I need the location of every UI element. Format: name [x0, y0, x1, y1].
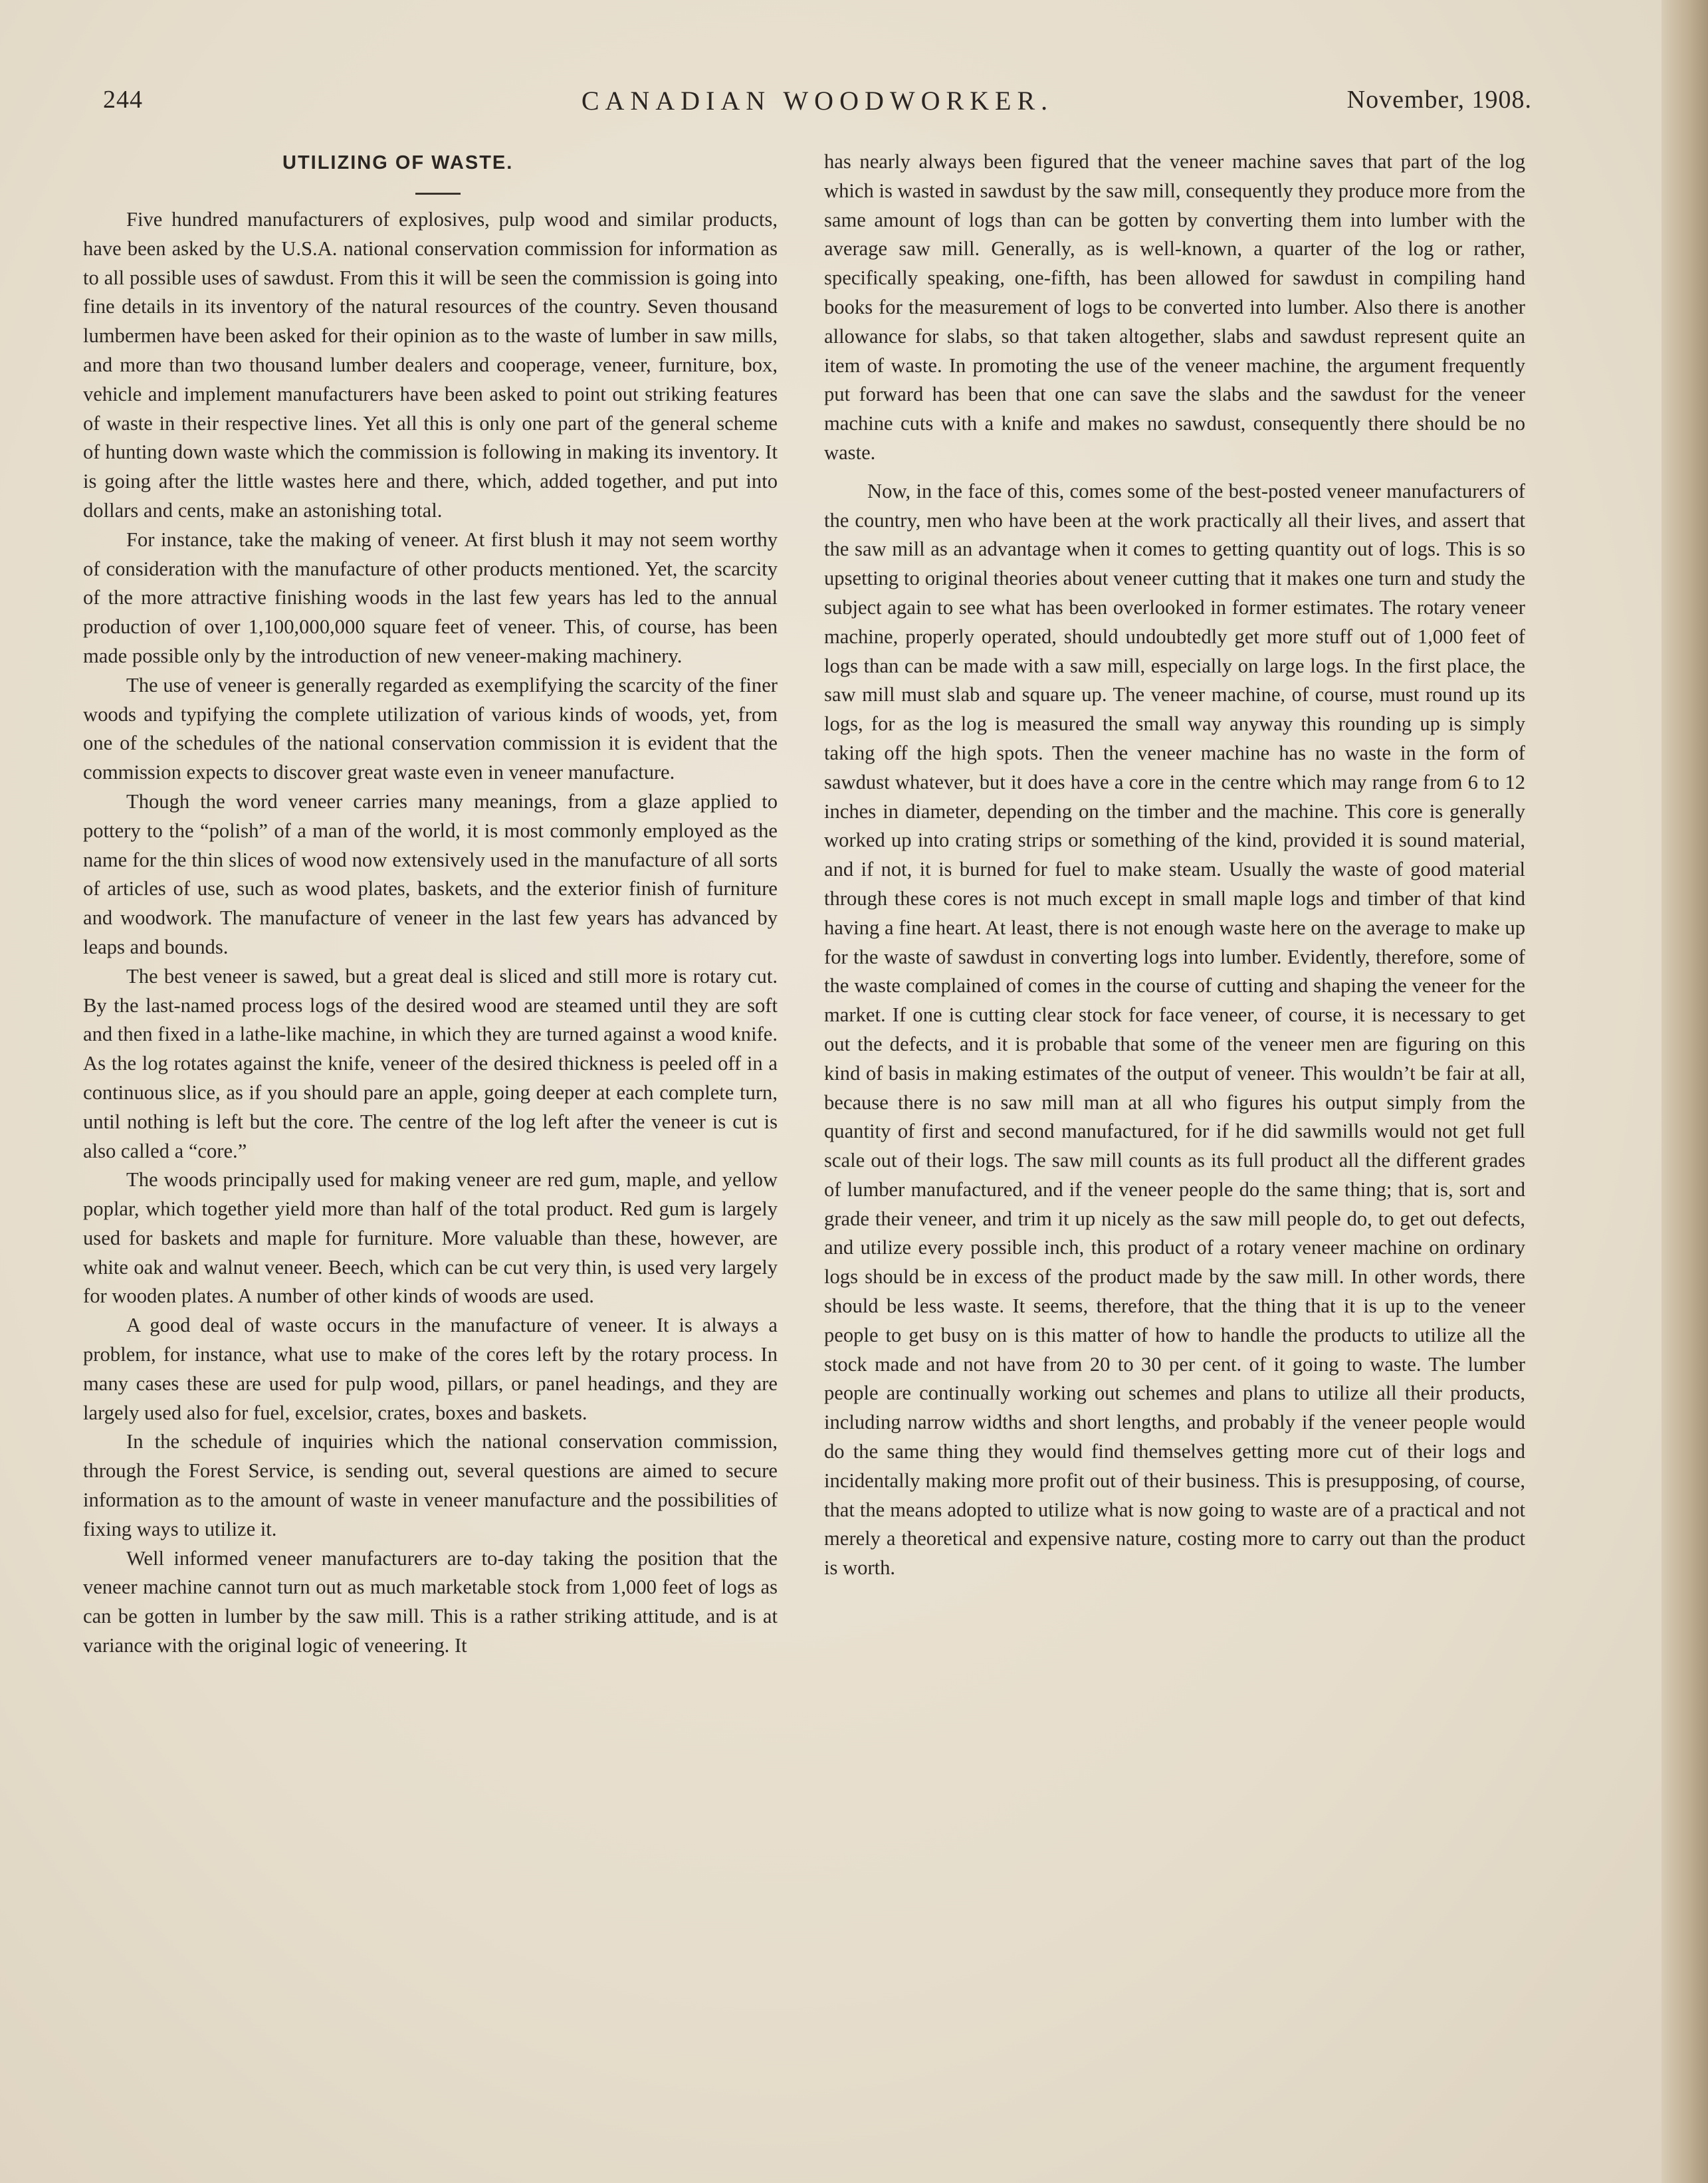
paragraph: The woods principally used for making veneer are red gum, maple, and yellow poplar, which together yield more than half of the total product. Red gum is largely used for baskets and maple for furniture. More valuable than these, however, are white oak and walnut veneer. Beech, which can be cut very thin, is used very largely for wooden plates. A number of other kinds of woods are used. [83, 1168, 778, 1308]
paragraph: The best veneer is sawed, but a great deal is sliced and still more is rotary cut. By the last-named process logs of the desired wood are steamed until they are soft and then fixed in a lathe-like machine, in which they are turned against a wood knife. As the log rotates against the knife, veneer of the desired thickness is peeled off in a continuous slice, as if you should pare an apple, going deeper at each complete turn, until nothing is left but the core. The centre of the log left after the veneer is cut is also called a “core.” [83, 964, 778, 1162]
right-column [824, 148, 1525, 1583]
page-header [103, 85, 1532, 125]
paragraph: Five hundred manufacturers of explosives, pulp wood and similar products, have been asked by the U.S.A. national conservation commission for information as to all possible uses of sawdust. From this it will be seen the commission is going into fine details in its inventory of the natural resources of the country. Seven thousand lumbermen have been asked for their opinion as to the waste of lumber in saw mills, and more than two thousand lumber dealers and cooperage, veneer, furniture, box, vehicle and implement manufacturers have been asked to point out striking features of waste in their respective lines. Yet all this is only one part of the general scheme of hunting down waste which the commission is following in making its inventory. It is going after the little wastes here and there, which, added together, and put into dollars and cents, make an astonishing total. [83, 208, 778, 522]
left-column [83, 148, 778, 1661]
title-rule [415, 193, 461, 195]
paragraph: The use of veneer is generally regarded as exemplifying the scarcity of the finer woods and typifying the complete utilization of various kinds of woods, yet, from one of the schedules of the national conservation commission it is evident that the commission expects to discover great waste even in veneer manufacture. [83, 673, 778, 784]
paragraph-continuation: has nearly always been figured that the veneer machine saves that part of the log which is wasted in sawdust by the saw mill, consequently they produce more from the same amount of logs than can be gotten by converting them into lumber with the average saw mill. Generally, as is well-known, a quarter of the log or rather, specifically speaking, one-fifth, has been allowed for sawdust in compiling hand books for the measurement of logs to be converted into lumber. Also there is another allowance for slabs, so that taken altogether, slabs and sawdust represent quite an item of waste. In promoting the use of the veneer machine, the argument frequently put forward has been that one can save the slabs and the sawdust for the veneer machine cuts with a knife and makes no sawdust, consequently there should be no waste. [824, 150, 1525, 464]
running-title: CANADIAN WOODWORKER. [581, 86, 1054, 116]
paragraph: A good deal of waste occurs in the manufacture of veneer. It is always a problem, for instance, what use to make of the cores left by the rotary process. In many cases these are used for pulp wood, pillars, or panel headings, and they are largely used also for fuel, excelsior, crates, boxes and baskets. [83, 1314, 778, 1424]
paragraph: Though the word veneer carries many meanings, from a glaze applied to pottery to the “polish” of a man of the world, it is most commonly employed as the name for the thin slices of wood now extensively used in the manufacture of all sorts of articles of use, such as wood plates, baskets, and the exterior finish of furniture and woodwork. The manufacture of veneer in the last few years has advanced by leaps and bounds. [83, 789, 778, 958]
paragraph: For instance, take the making of veneer. At first blush it may not seem worthy of consideration with the manufacture of other products mentioned. Yet, the scarcity of the more attractive finishing woods in the last few years has led to the annual production of over 1,100,000,000 square feet of veneer. This, of course, has been made possible only by the introduction of new veneer-making machinery. [83, 528, 778, 667]
issue-date: November, 1908. [1346, 86, 1532, 114]
page-number: 244 [103, 86, 143, 114]
paragraph: Well informed veneer manufacturers are to-day taking the position that the veneer machine cannot turn out as much marketable stock from 1,000 feet of logs as can be gotten in lumber by the saw mill. This is a rather striking attitude, and is at variance with the original logic of veneering. It [83, 1546, 778, 1657]
paragraph: Now, in the face of this, comes some of the best-posted veneer manufacturers of the country, men who have been at the work practically all their lives, and assert that the saw mill as an advantage when it comes to getting quantity out of logs. This is so upsetting to original theories about veneer cutting that it makes one turn and study the subject again to see what has been overlooked in former estimates. The rotary veneer machine, properly operated, should undoubtedly get more stuff out of 1,000 feet of logs than can be made with a saw mill, especially on large logs. In the first place, the saw mill must slab and square up. The veneer machine, of course, must round up its logs, for as the log is measured the small way anyway this rounding up is simply taking off the high spots. Then the veneer machine has no waste in the form of sawdust whatever, but it does have a core in the centre which may range from 6 to 12 inches in diameter, depending on the timber and the machine. This core is generally worked up into crating strips or something of the kind, provided it is sound material, and if not, it is burned for fuel to make steam. Usually the waste of good material through these cores is not much except in small maple logs and timber of that kind having a fine heart. At least, there is not enough waste here on the average to make up for the waste of sawdust in converting logs into lumber. Evidently, therefore, some of the waste complained of comes in the course of cutting and shaping the veneer for the market. If one is cutting clear stock for face veneer, of course, it is necessary to get out the defects, and it is probable that some of the veneer men are figuring on this kind of basis in making estimates of the output of veneer. This wouldn’t be fair at all, because there is no saw mill man at all who figures his output simply from the quantity of first and second manufactured, for if he did sawmills would not get full scale out of their logs. The saw mill counts as its full product all the different grades of lumber manufactured, and if the veneer people do the same thing; that is, sort and grade their veneer, and trim it up nicely as the saw mill people do, to get out defects, and utilize every possible inch, this product of a rotary veneer machine on ordinary logs should be in excess of the product made by the saw mill. In other words, there should be less waste. It seems, therefore, that the thing that it is up to the veneer people to get busy on is this matter of how to handle the products to utilize all the stock made and not have from 20 to 30 per cent. of it going to waste. The lumber people are continually working out schemes and plans to utilize all their products, including narrow widths and short lengths, and probably if the veneer people would do the same thing they would find themselves getting more cut of their logs and incidentally making more profit out of their business. This is presupposing, of course, that the means adopted to utilize what is now going to waste are of a practical and not merely a theoretical and expensive nature, costing more to carry out than the product is worth. [824, 479, 1525, 1580]
paragraph: In the schedule of inquiries which the national conservation commission, through the Forest Service, is sending out, several questions are aimed to secure information as to the amount of waste in veneer manufacture and the possibilities of fixing ways to utilize it. [83, 1430, 778, 1540]
article-title: UTILIZING OF WASTE. [282, 152, 514, 173]
page-edge [1661, 0, 1708, 2183]
